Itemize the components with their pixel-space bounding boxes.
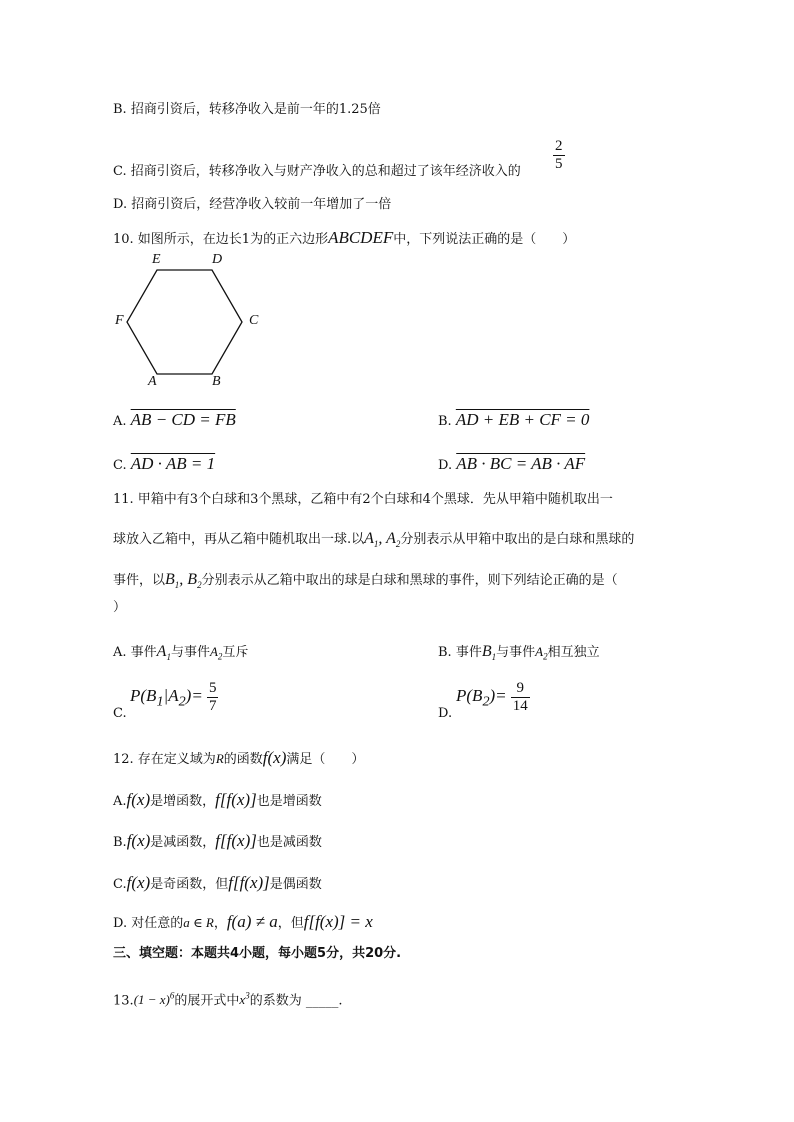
q12-stem-text-a: 12. 存在定义域为	[113, 752, 216, 767]
q9-option-b: B. 招商引资后，转移净收入是前一年的1.25倍	[113, 102, 381, 117]
q13-answer-blank[interactable]: _____	[305, 993, 339, 1009]
q12-option-d-fa: f(a) ≠ a	[226, 912, 278, 931]
q12-option-d-text-a: D. 对任意的	[113, 916, 184, 931]
q11-option-b-a2: $A_2$	[535, 644, 548, 662]
q10-stem-math: ABCDEF	[328, 228, 394, 247]
q11-option-c-formula	[130, 680, 218, 715]
q11-line-3-text-b: 分别表示从乙箱中取出的球是白球和黑球的事件，则下列结论正确的是（	[201, 573, 618, 588]
q12-option-a-fx: f(x)	[126, 790, 151, 809]
q11-option-b-text-a: B. 事件	[438, 645, 482, 660]
q9-option-c-text: C. 招商引资后，转移净收入与财产净收入的总和超过了该年经济收入的	[113, 164, 521, 179]
q12-option-a-text-c: 也是增函数	[256, 794, 322, 809]
q11-option-a-text-a: A. 事件	[113, 645, 157, 660]
q9-option-c-denominator: 5	[555, 156, 563, 172]
q11-option-b-text-c: 相互独立	[547, 645, 600, 660]
q11-option-b	[438, 644, 600, 665]
q11-option-a-text-b: 与事件	[170, 645, 210, 660]
q13-expression: $(1 - x)^6$	[133, 991, 175, 1008]
q12-option-a-prefix: A.	[113, 794, 127, 809]
q10-option-c-prefix: C.	[113, 458, 127, 473]
q11-option-d-fraction	[511, 680, 530, 715]
q13-number: 13.	[113, 993, 134, 1009]
q11-option-d-denominator: 14	[512, 698, 528, 714]
q10-stem-text-b: 中，下列说法正确的是（ ）	[393, 232, 576, 247]
q10-option-d-math: AB · BC = AB · AF	[456, 454, 586, 473]
q10-option-a-prefix: A.	[113, 414, 127, 429]
q11-line-3	[113, 572, 618, 593]
q11-b1-b2: $B_1$, $B_2$	[165, 571, 202, 591]
q12-stem-text-c: 满足（ ）	[286, 752, 365, 767]
q13-stem	[113, 988, 342, 1009]
q12-option-d-ffx: f[f(x)] = x	[303, 912, 373, 931]
q9-option-d: D. 招商引资后，经营净收入较前一年增加了一倍	[113, 197, 392, 212]
q12-option-b	[113, 833, 322, 851]
q11-option-a-text-c: 互斥	[222, 645, 249, 660]
q11-line-1: 11. 甲箱中有3个白球和3个黑球，乙箱中有2个白球和4个黑球．先从甲箱中随机取出一	[113, 492, 613, 507]
vertex-label-f: F	[115, 313, 124, 328]
q11-option-a-a2: $A_2$	[209, 644, 223, 662]
q10-option-a-math: AB − CD = FB	[130, 410, 236, 429]
vertex-label-a: A	[148, 374, 157, 389]
q12-option-b-text-c: 也是减函数	[256, 835, 322, 850]
section-3-heading: 三、填空题：本题共4小题，每小题5分，共20分.	[113, 946, 402, 961]
q10-option-d-prefix: D.	[438, 458, 453, 473]
q10-stem-text-a: 10. 如图所示，在边长1为的正六边形	[113, 232, 329, 247]
q10-option-b	[438, 412, 589, 430]
q11-option-d-numerator: 9	[511, 680, 530, 698]
q11-option-a-a1: $A_1$	[156, 643, 171, 663]
q12-option-c-fx: f(x)	[126, 873, 151, 892]
q10-option-b-prefix: B.	[438, 414, 452, 429]
q12-stem	[113, 750, 364, 768]
q12-option-c-ffx: f[f(x)]	[228, 873, 270, 892]
q13-text-c: 的系数为	[249, 993, 302, 1009]
q12-option-c-text-c: 是偶函数	[269, 877, 322, 892]
q12-option-c	[113, 875, 322, 893]
q9-option-c-numerator: 2	[555, 138, 563, 154]
q11-option-d-prob: $P(B_2)=$	[456, 686, 507, 710]
q10-option-c	[113, 456, 215, 474]
q11-line-2	[113, 531, 634, 552]
q12-option-b-fx: f(x)	[126, 831, 151, 850]
q11-option-c-prefix: C.	[113, 706, 127, 721]
q11-option-c-prob: $P(B_1|A_2)=$	[130, 686, 203, 710]
q12-fx: f(x)	[262, 748, 287, 767]
q11-a1-a2: $A_1$, $A_2$	[364, 530, 401, 550]
q12-option-d-a-in-r: a ∈ R	[183, 915, 214, 930]
q12-option-b-prefix: B.	[113, 835, 127, 850]
vertex-label-c: C	[249, 313, 259, 328]
q12-option-d-text-c: ，但	[277, 916, 304, 931]
q11-option-c-denominator: 7	[208, 698, 217, 714]
q9-option-c-fraction	[553, 138, 565, 173]
q12-option-b-ffx: f[f(x)]	[215, 831, 257, 850]
q11-option-a	[113, 644, 248, 665]
q11-option-b-text-b: 与事件	[496, 645, 536, 660]
q13-text-b: 的展开式中	[174, 993, 240, 1009]
q11-line-2-text-b: 分别表示从甲箱中取出的是白球和黑球的	[400, 532, 635, 547]
q12-option-a-ffx: f[f(x)]	[215, 790, 257, 809]
q11-line-3-text-a: 事件，以	[113, 573, 166, 588]
q11-option-c-numerator: 5	[208, 680, 217, 696]
vertex-label-d: D	[212, 252, 223, 267]
q11-line-4: ）	[113, 600, 127, 615]
q9-option-c	[113, 164, 521, 180]
q12-option-c-text-b: 是奇函数，但	[150, 877, 229, 892]
q12-stem-text-b: 的函数	[223, 752, 263, 767]
q10-option-d	[438, 456, 585, 474]
vertex-label-b: B	[212, 374, 221, 389]
q10-option-c-math: AD · AB = 1	[130, 454, 216, 473]
q10-stem	[113, 230, 575, 248]
q12-domain-r: R	[215, 751, 224, 766]
q11-option-d-prefix: D.	[438, 706, 453, 721]
q10-option-b-math: AD + EB + CF = 0	[455, 410, 590, 429]
q11-option-d-formula	[456, 680, 530, 715]
q13-end: .	[338, 993, 343, 1009]
q12-option-c-prefix: C.	[113, 877, 127, 892]
q10-option-a	[113, 412, 236, 430]
q12-option-d-text-b: ，	[213, 916, 227, 931]
q12-option-b-text-b: 是减函数，	[150, 835, 216, 850]
q11-option-c-fraction	[207, 680, 219, 715]
hexagon-shape	[127, 270, 242, 374]
q11-line-2-text-a: 球放入乙箱中，再从乙箱中随机取出一球.以	[113, 532, 365, 547]
q12-option-d	[113, 914, 373, 932]
q12-option-a	[113, 792, 322, 810]
q12-option-a-text-b: 是增函数，	[150, 794, 216, 809]
vertex-label-e: E	[152, 252, 161, 267]
q11-option-b-b1: $B_1$	[481, 643, 497, 663]
q13-x3: $x^3$	[239, 991, 250, 1008]
